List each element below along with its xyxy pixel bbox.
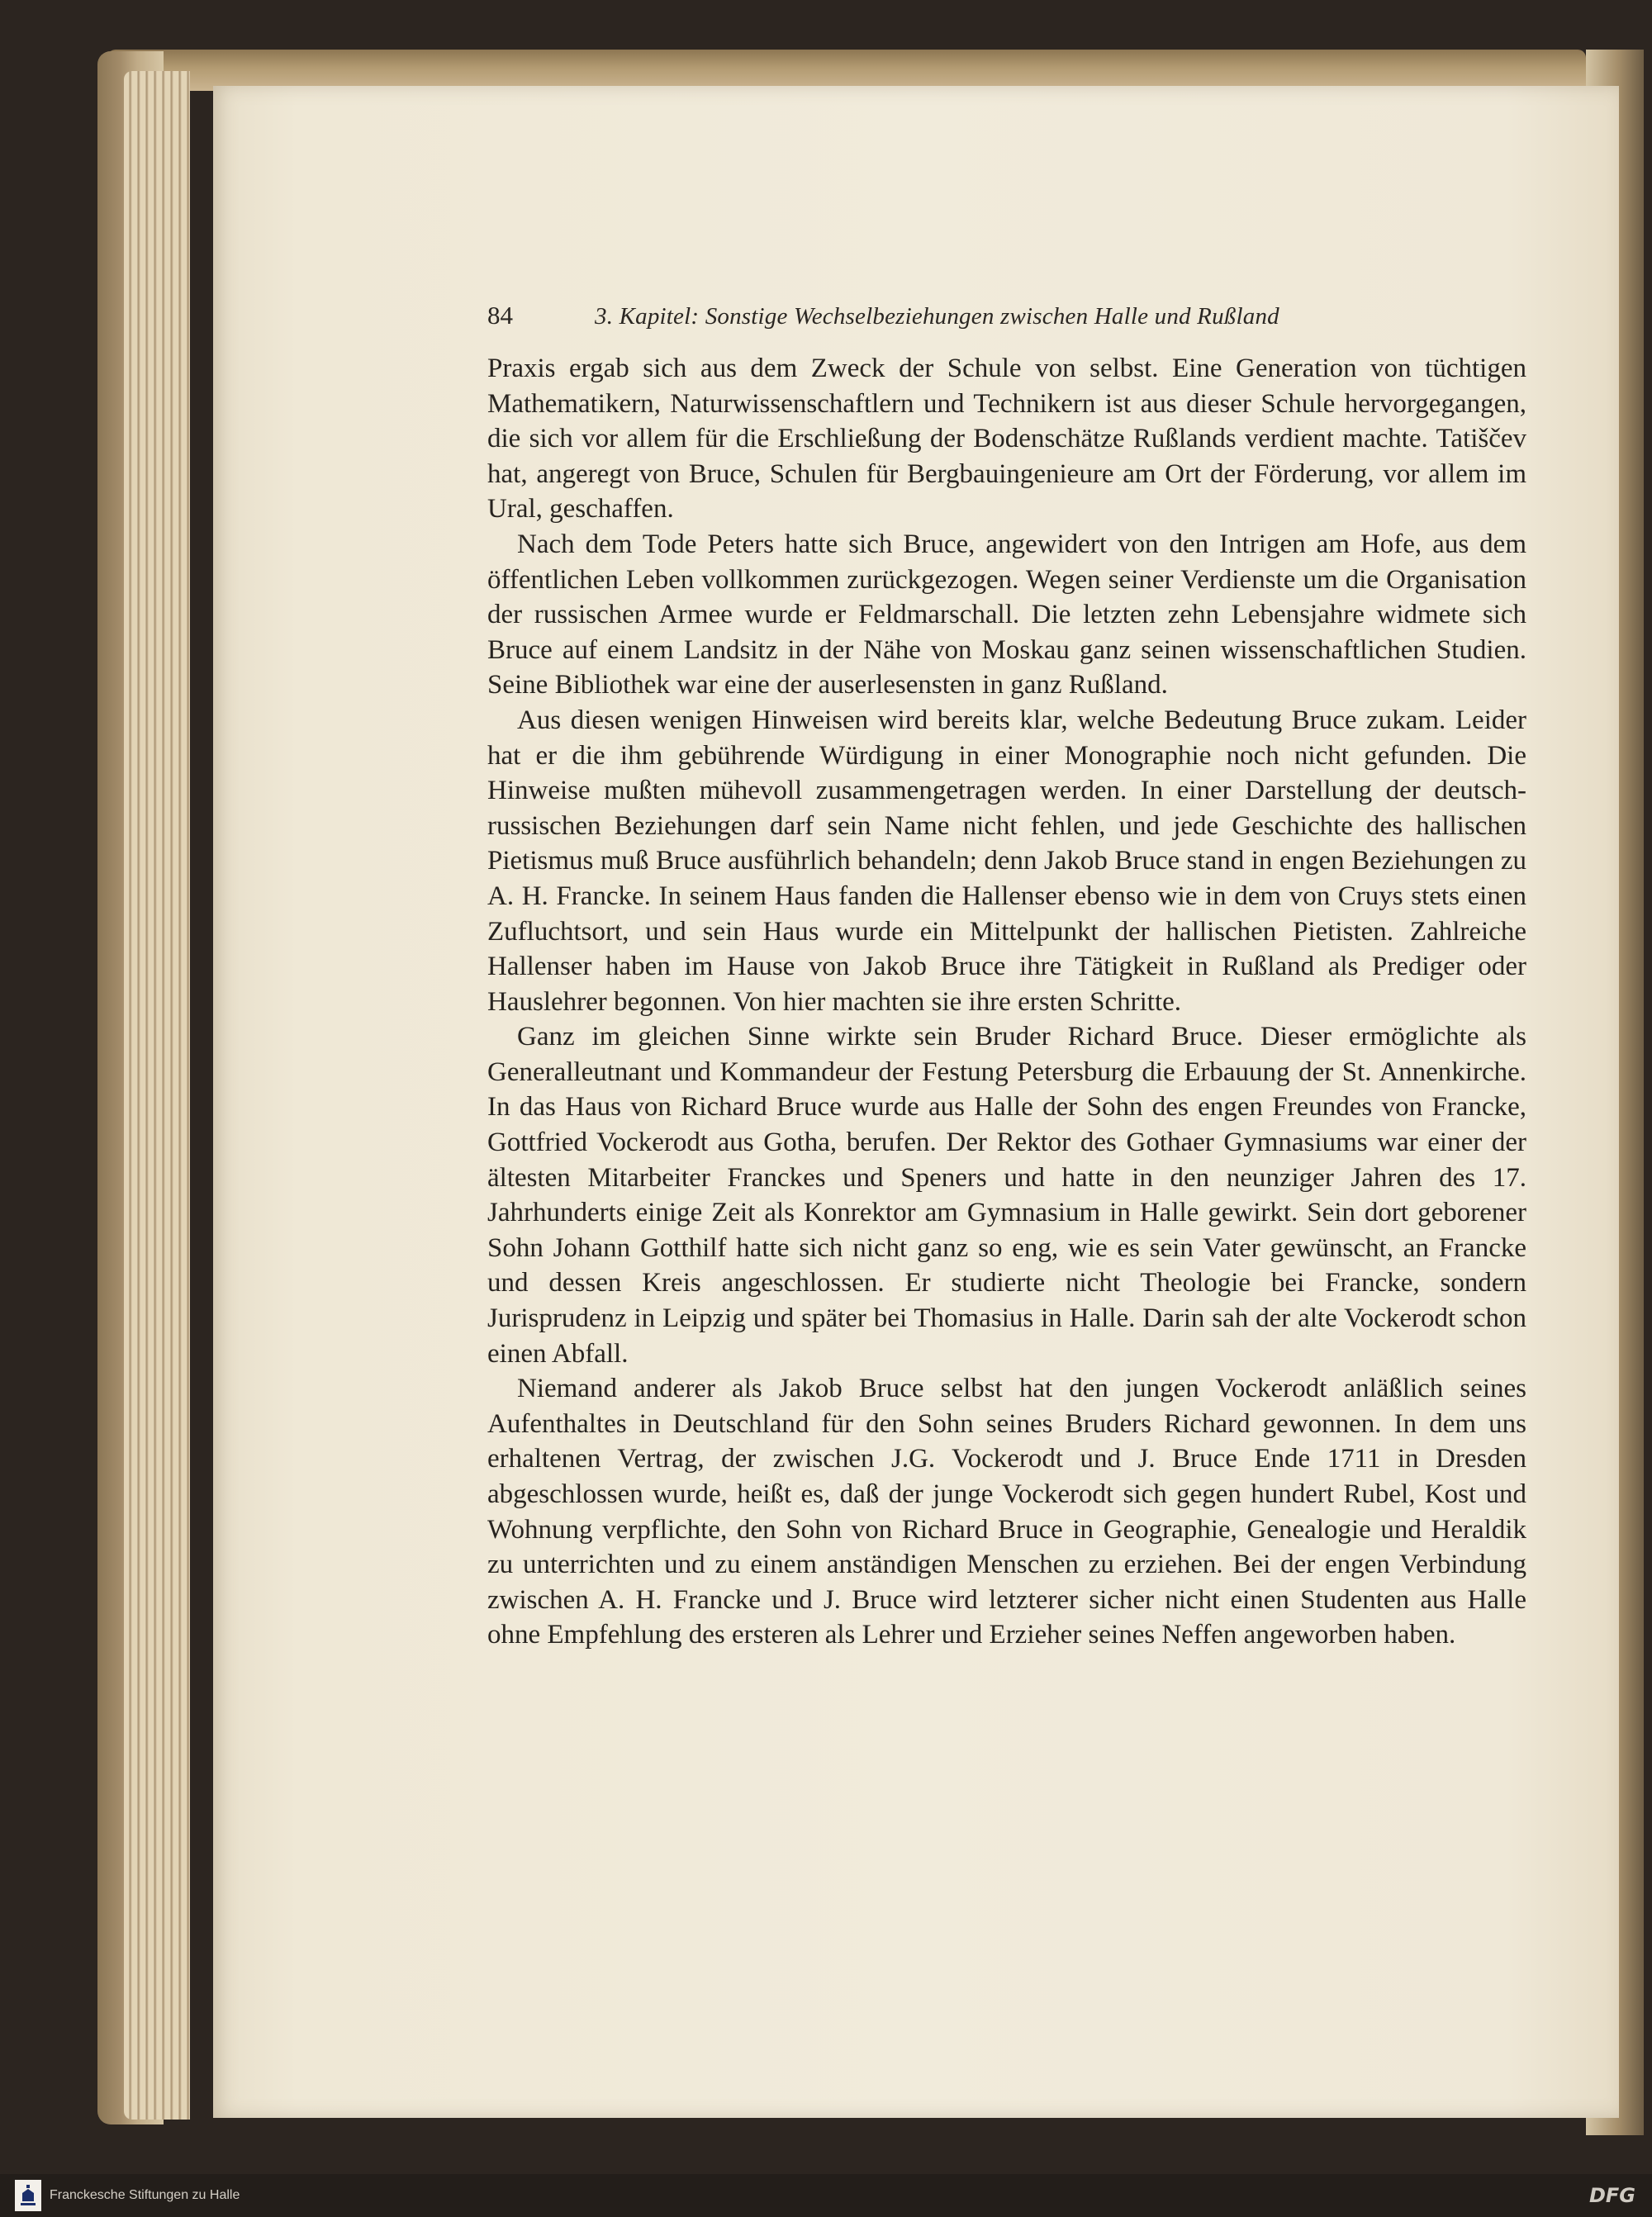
- paragraph-2: Nach dem Tode Peters hatte sich Bruce, angewidert von den Intrigen am Hofe, aus dem öffentlichen Leben vollkommen zurückgezogen. Wegen seiner Verdienste um die Organisation der russischen Armee wurde er Feldmarschall. Die letzten zehn Lebensjahre widmete sich Bruce auf einem Landsitz in der Nähe von Moskau ganz seinen wissenschaftlichen Studien. Seine Bibliothek war eine der auserlesensten in ganz Rußland.: [487, 529, 1526, 700]
- page-number: 84: [487, 301, 513, 330]
- institution-name[interactable]: Franckesche Stiftungen zu Halle: [50, 2188, 240, 2202]
- paragraph-5: Niemand anderer als Jakob Bruce selbst hat den jungen Vockerodt anläßlich seines Aufenthaltes in Deutschland für den Sohn seines Bruders Richard gewonnen. In dem uns erhaltenen Vertrag, der zwischen J.G. Vockerodt und J. Bruce Ende 1711 in Dresden abgeschlossen wurde, heißt es, daß der junge Vockerodt sich gegen hundert Rubel, Kost und Wohnung verpflichte, den Sohn von Richard Bruce in Geographie, Genealogie und Heraldik zu unterrichten und zu einem anständigen Menschen zu erziehen. Bei der engen Verbindung zwischen A. H. Francke und J. Bruce wird letzterer sicher nicht einen Studenten aus Halle ohne Empfehlung des ersteren als Lehrer und Erzieher seines Neffen angeworben haben.: [487, 1374, 1526, 1650]
- viewer-footer-bar: [0, 2174, 1652, 2217]
- dfg-logo[interactable]: DFG: [1588, 2184, 1635, 2207]
- institution-logo-icon[interactable]: [15, 2180, 41, 2211]
- body-text: [487, 351, 1526, 1653]
- running-title: 3. Kapitel: Sonstige Wechselbeziehungen zwischen Halle und Rußland: [595, 303, 1279, 330]
- page-stack-edges: [124, 71, 190, 2120]
- paragraph-4: Ganz im gleichen Sinne wirkte sein Bruder Richard Bruce. Dieser ermöglichte als Generalleutnant und Kommandeur der Festung Petersburg die Erbauung der St. Annenkirche. In das Haus von Richard Bruce wurde aus Halle der Sohn des engen Freundes von Francke, Gottfried Vockerodt aus Gotha, berufen. Der Rektor des Gothaer Gymnasiums war einer der ältesten Mitarbeiter Franckes und Speners und hatte in den neunziger Jahren des 17. Jahrhunderts einige Zeit als Konrektor am Gymnasium in Halle gewirkt. Sein dort geborener Sohn Johann Gotthilf hatte sich nicht ganz so eng, wie es sein Vater gewünscht, an Francke und dessen Kreis angeschlossen. Er studierte nicht Theologie bei Francke, sondern Jurisprudenz in Leipzig und später bei Thomasius in Halle. Darin sah der alte Vockerodt schon einen Abfall.: [487, 1022, 1526, 1369]
- running-head: [487, 301, 1421, 330]
- paragraph-1: Praxis ergab sich aus dem Zweck der Schule von selbst. Eine Generation von tüchtigen Mathematikern, Naturwissenschaftlern und Technikern ist aus dieser Schule hervorgegangen, die sich vor allem für die Erschließung der Bodenschätze Rußlands verdient machte. Tatiščev hat, angeregt von Bruce, Schulen für Bergbauingenieure am Ort der Förderung, vor allem im Ural, geschaffen.: [487, 354, 1526, 525]
- book-cover-top-edge: [107, 50, 1586, 91]
- paragraph-3: Aus diesen wenigen Hinweisen wird bereits klar, welche Bedeutung Bruce zukam. Leider hat er die ihm gebührende Würdigung in einer Monographie noch nicht gefunden. Die Hinweise mußten mühevoll zusammengetragen werden. In einer Darstellung der deutsch-russischen Beziehungen darf sein Name nicht fehlen, und jede Geschichte des hallischen Pietismus muß Bruce ausführlich behandeln; denn Jakob Bruce stand in engen Beziehungen zu A. H. Francke. In seinem Haus fanden die Hallenser ebenso wie in dem von Cruys stets einen Zufluchtsort, und sein Haus wurde ein Mittelpunkt der hallischen Pietisten. Zahlreiche Hallenser haben im Hause von Jakob Bruce ihre Tätigkeit in Rußland als Prediger oder Hauslehrer begonnen. Von hier machten sie ihre ersten Schritte.: [487, 705, 1526, 1017]
